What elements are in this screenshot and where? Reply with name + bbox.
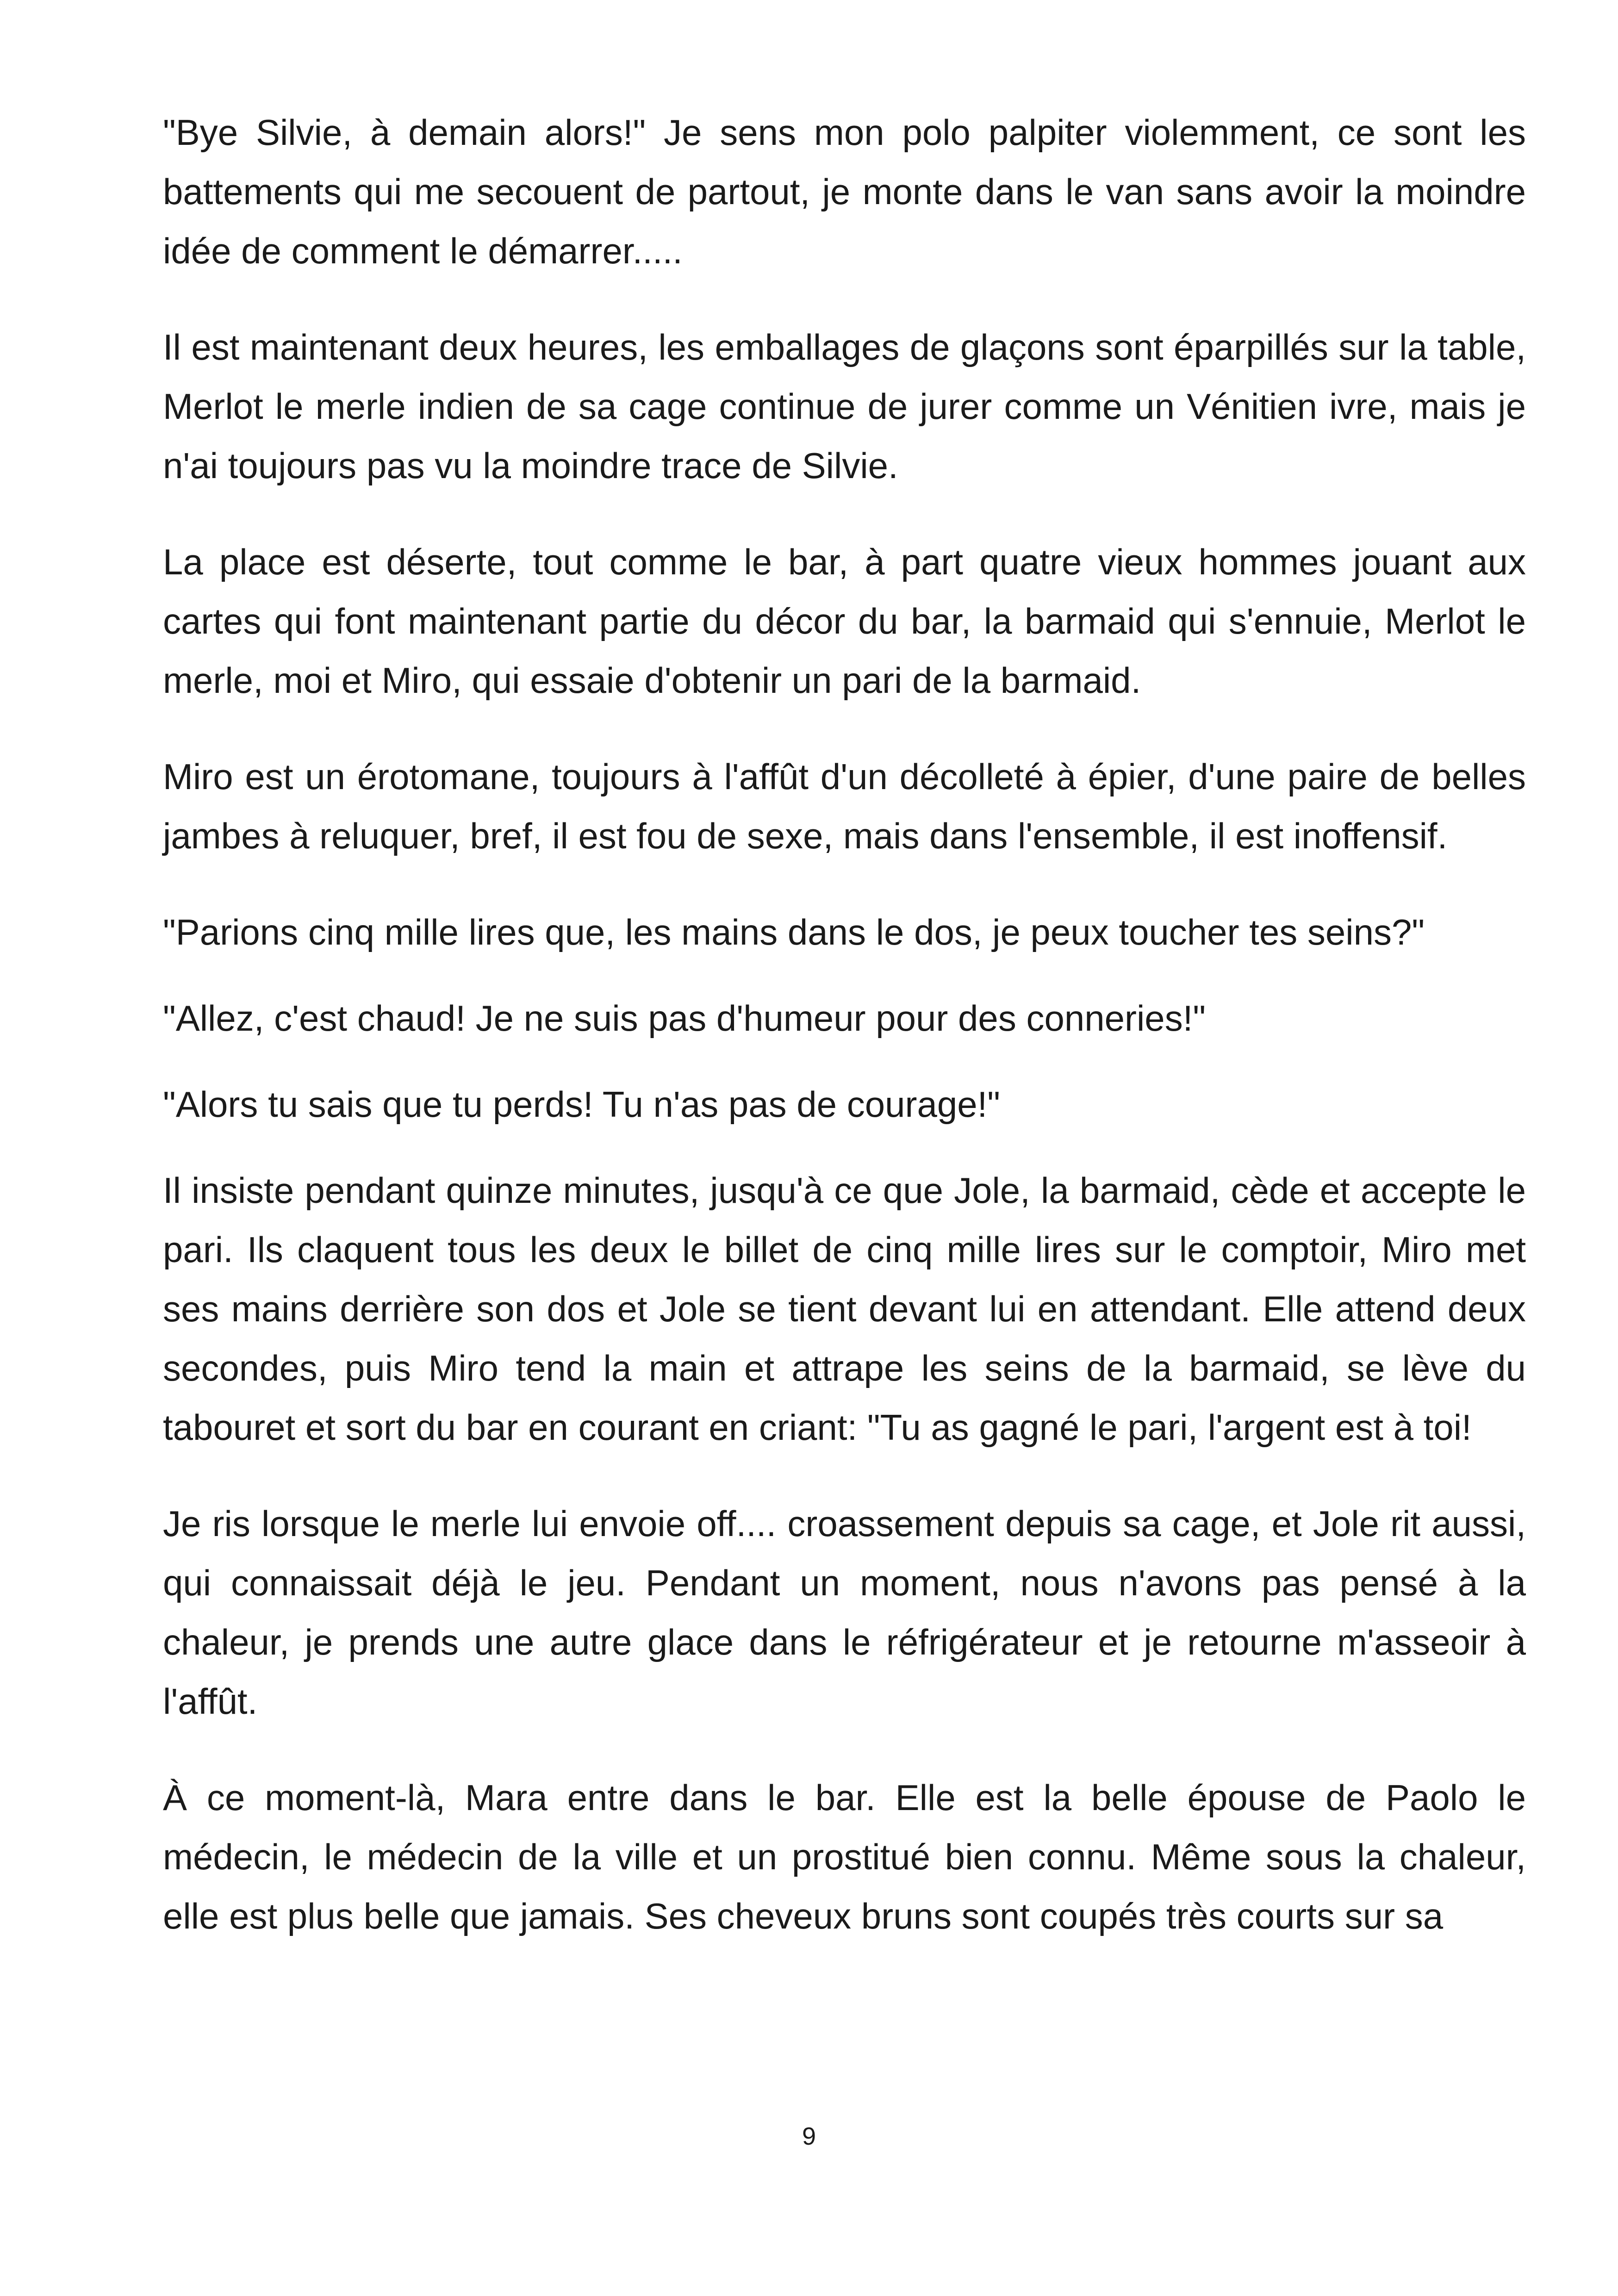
paragraph: À ce moment-là, Mara entre dans le bar. Elle est la belle épouse de Paolo le médecin, le médecin de la ville et un prostitué bien connu. Même sous la chaleur, elle est plus belle que jamais. Ses cheveux bruns sont coupés très courts sur sa [163, 1777, 1526, 1936]
page-number: 9 [802, 2122, 816, 2150]
body-text [163, 103, 1526, 1946]
paragraph: "Bye Silvie, à demain alors!" Je sens mon polo palpiter violemment, ce sont les battements qui me secouent de partout, je monte dans le van sans avoir la moindre idée de comment le démarrer..... [163, 112, 1526, 271]
paragraph: "Allez, c'est chaud! Je ne suis pas d'humeur pour des conneries!" [163, 998, 1206, 1039]
paragraph: "Parions cinq mille lires que, les mains dans le dos, je peux toucher tes seins?" [163, 912, 1425, 952]
paragraph: Miro est un érotomane, toujours à l'affût d'un décolleté à épier, d'une paire de belles jambes à reluquer, bref, il est fou de sexe, mais dans l'ensemble, il est inoffensif. [163, 756, 1526, 856]
paragraph: "Alors tu sais que tu perds! Tu n'as pas de courage!" [163, 1084, 1000, 1125]
paragraph: Il est maintenant deux heures, les emballages de glaçons sont éparpillés sur la table, Merlot le merle indien de sa cage continue de jurer comme un Vénitien ivre, mais je n'ai toujours pas vu la moindre trace de Silvie. [163, 327, 1526, 486]
paragraph: Je ris lorsque le merle lui envoie off.... croassement depuis sa cage, et Jole rit aussi, qui connaissait déjà le jeu. Pendant un moment, nous n'avons pas pensé à la chaleur, je prends une autre glace dans le réfrigérateur et je retourne m'asseoir à l'affût. [163, 1503, 1526, 1722]
paragraph: La place est déserte, tout comme le bar, à part quatre vieux hommes jouant aux cartes qui font maintenant partie du décor du bar, la barmaid qui s'ennuie, Merlot le merle, moi et Miro, qui essaie d'obtenir un pari de la barmaid. [163, 541, 1526, 701]
paragraph: Il insiste pendant quinze minutes, jusqu'à ce que Jole, la barmaid, cède et accepte le pari. Ils claquent tous les deux le billet de cinq mille lires sur le comptoir, Miro met ses mains derrière son dos et Jole se tient devant lui en attendant. Elle attend deux secondes, puis Miro tend la main et attrape les seins de la barmaid, se lève du tabouret et sort du bar en courant en criant: "Tu as gagné le pari, l'argent est à toi! [163, 1170, 1526, 1448]
